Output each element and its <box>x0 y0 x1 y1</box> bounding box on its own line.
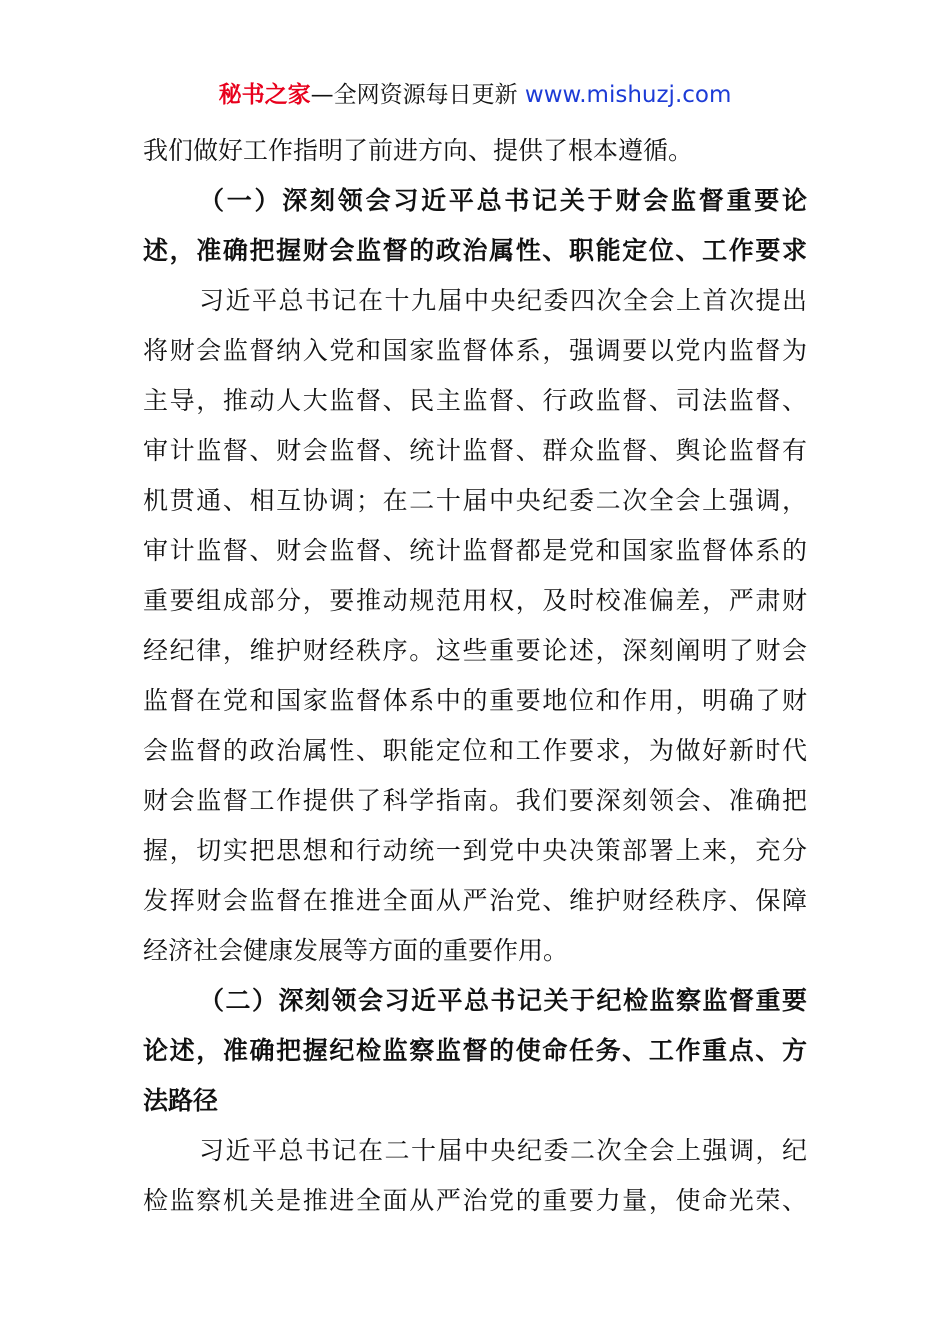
section1-body-line: 习近平总书记在十九届中央纪委四次全会上首次提出 <box>199 286 807 315</box>
intro-line: 我们做好工作指明了前进方向、提供了根本遵循。 <box>143 136 694 165</box>
site-header <box>0 78 950 112</box>
section1-body-line: 经纪律，维护财经秩序。这些重要论述，深刻阐明了财会 <box>143 636 807 665</box>
section1-body-line: 会监督的政治属性、职能定位和工作要求，为做好新时代 <box>143 736 807 765</box>
section1-heading-line: 述，准确把握财会监督的政治属性、职能定位、工作要求 <box>143 236 807 265</box>
header-tagline: —全网资源每日更新 <box>310 82 518 108</box>
section1-body-line: 机贯通、相互协调；在二十届中央纪委二次全会上强调， <box>143 486 807 515</box>
section1-body-line: 重要组成部分，要推动规范用权，及时校准偏差，严肃财 <box>143 586 807 615</box>
section1-body-line: 审计监督、财会监督、统计监督、群众监督、舆论监督有 <box>143 436 807 465</box>
section1-body-line: 监督在党和国家监督体系中的重要地位和作用，明确了财 <box>143 686 807 715</box>
brand-name: 秘书之家 <box>218 82 311 108</box>
section1-body-line: 发挥财会监督在推进全面从严治党、维护财经秩序、保障 <box>143 886 807 915</box>
section1-body-line: 将财会监督纳入党和国家监督体系，强调要以党内监督为 <box>143 336 807 365</box>
section1-body-line: 财会监督工作提供了科学指南。我们要深刻领会、准确把 <box>143 786 807 815</box>
section2-body-line: 习近平总书记在二十届中央纪委二次全会上强调，纪 <box>199 1136 807 1165</box>
site-url-link[interactable]: www.mishuzj.com <box>524 82 732 108</box>
section2-heading-line: 法路径 <box>143 1086 219 1115</box>
section2-heading-line: 论述，准确把握纪检监察监督的使命任务、工作重点、方 <box>143 1036 807 1065</box>
document-body <box>143 126 807 1226</box>
section2-body-line: 检监察机关是推进全面从严治党的重要力量，使命光荣、 <box>143 1186 807 1215</box>
section1-heading-line: （一）深刻领会习近平总书记关于财会监督重要论 <box>199 186 807 215</box>
section2-heading-line: （二）深刻领会习近平总书记关于纪检监察监督重要 <box>199 986 807 1015</box>
section1-body-line: 审计监督、财会监督、统计监督都是党和国家监督体系的 <box>143 536 807 565</box>
section1-body-line: 经济社会健康发展等方面的重要作用。 <box>143 936 569 965</box>
section1-body-line: 主导，推动人大监督、民主监督、行政监督、司法监督、 <box>143 386 807 415</box>
section1-body-line: 握，切实把思想和行动统一到党中央决策部署上来，充分 <box>143 836 807 865</box>
